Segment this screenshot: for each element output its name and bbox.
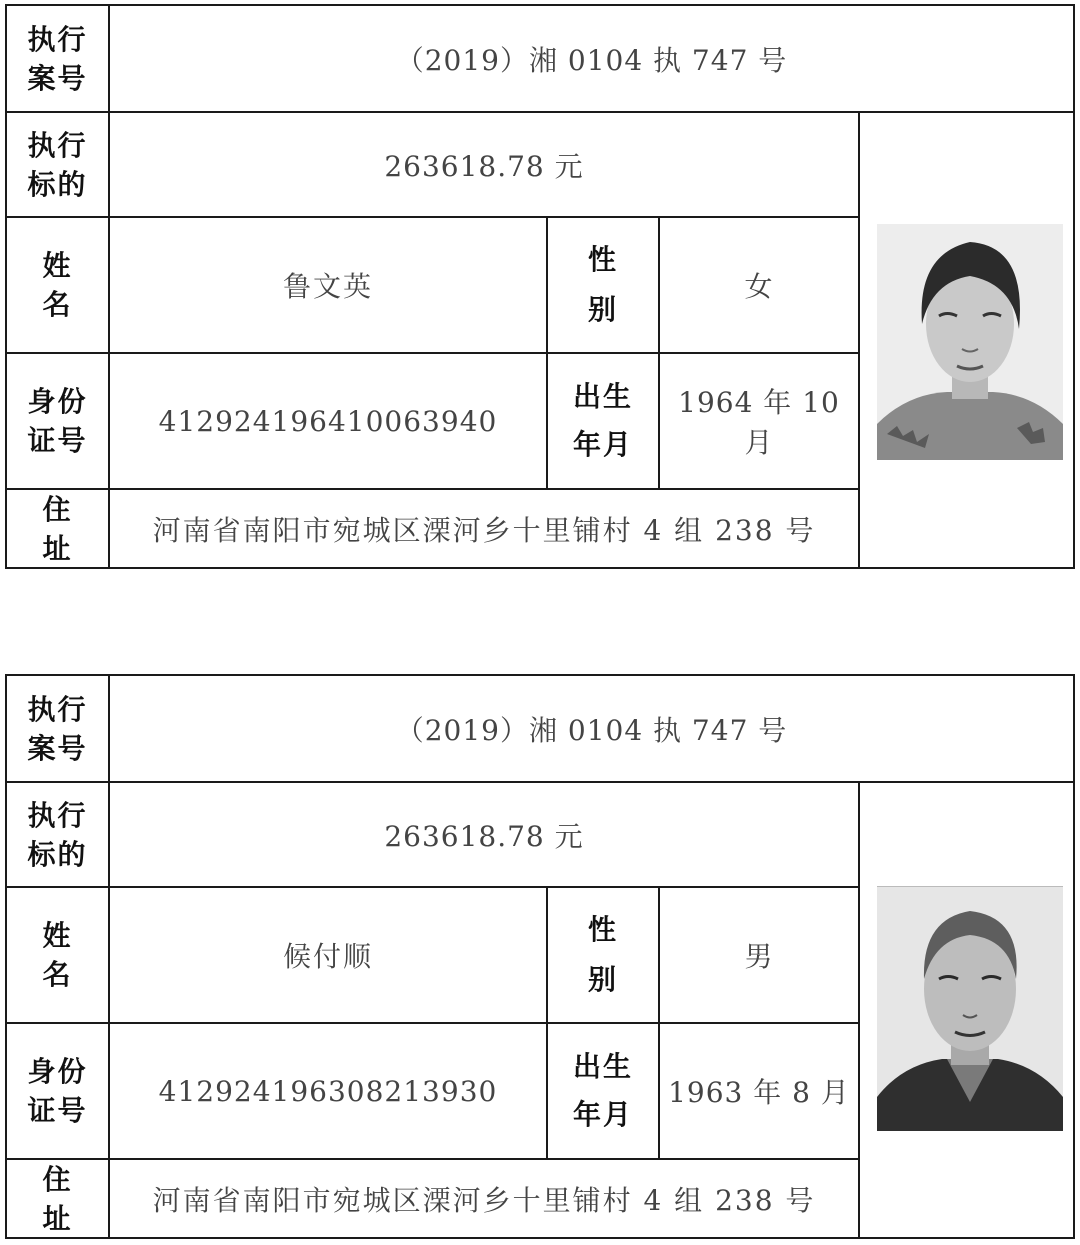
name-label: 姓 名 — [42, 919, 73, 991]
id-no-label: 身份 证号 — [27, 1055, 88, 1127]
amount-label: 执行 标的 — [27, 798, 88, 871]
birth-label: 出生 年月 — [572, 380, 633, 461]
gender-value: 女 — [744, 270, 774, 303]
female-portrait-icon — [877, 224, 1063, 460]
birth-label: 出生 年月 — [572, 1050, 633, 1131]
amount-value: 263618.78 元 — [384, 149, 584, 183]
case-no-value: （2019）湘 0104 执 747 号 — [395, 713, 788, 747]
gender-label: 性 别 — [587, 913, 618, 996]
id-no-value: 412924196410063940 — [158, 404, 498, 438]
record-card-2 — [5, 674, 1075, 1239]
birth-value: 1964 年 10 月 — [678, 386, 840, 459]
name-value: 鲁文英 — [282, 270, 373, 303]
address-label: 住 址 — [42, 492, 73, 565]
gender-value: 男 — [744, 940, 774, 973]
address-label: 住 址 — [42, 1162, 73, 1235]
gender-label: 性 别 — [587, 243, 618, 326]
divider — [858, 111, 860, 567]
divider — [858, 781, 860, 1237]
birth-value: 1963 年 8 月 — [668, 1076, 850, 1109]
id-no-label: 身份 证号 — [27, 385, 88, 457]
amount-value: 263618.78 元 — [384, 819, 584, 853]
case-no-value: （2019）湘 0104 执 747 号 — [395, 43, 788, 77]
name-value: 候付顺 — [282, 940, 373, 973]
record-card-1 — [5, 4, 1075, 569]
name-label: 姓 名 — [42, 249, 73, 321]
address-value: 河南省南阳市宛城区溧河乡十里铺村 4 组 238 号 — [152, 1183, 816, 1217]
case-no-label: 执行 案号 — [27, 692, 88, 765]
amount-label: 执行 标的 — [27, 128, 88, 201]
id-no-value: 412924196308213930 — [158, 1074, 498, 1108]
male-portrait-icon — [877, 886, 1063, 1131]
case-no-label: 执行 案号 — [27, 22, 88, 95]
address-value: 河南省南阳市宛城区溧河乡十里铺村 4 组 238 号 — [152, 513, 816, 547]
